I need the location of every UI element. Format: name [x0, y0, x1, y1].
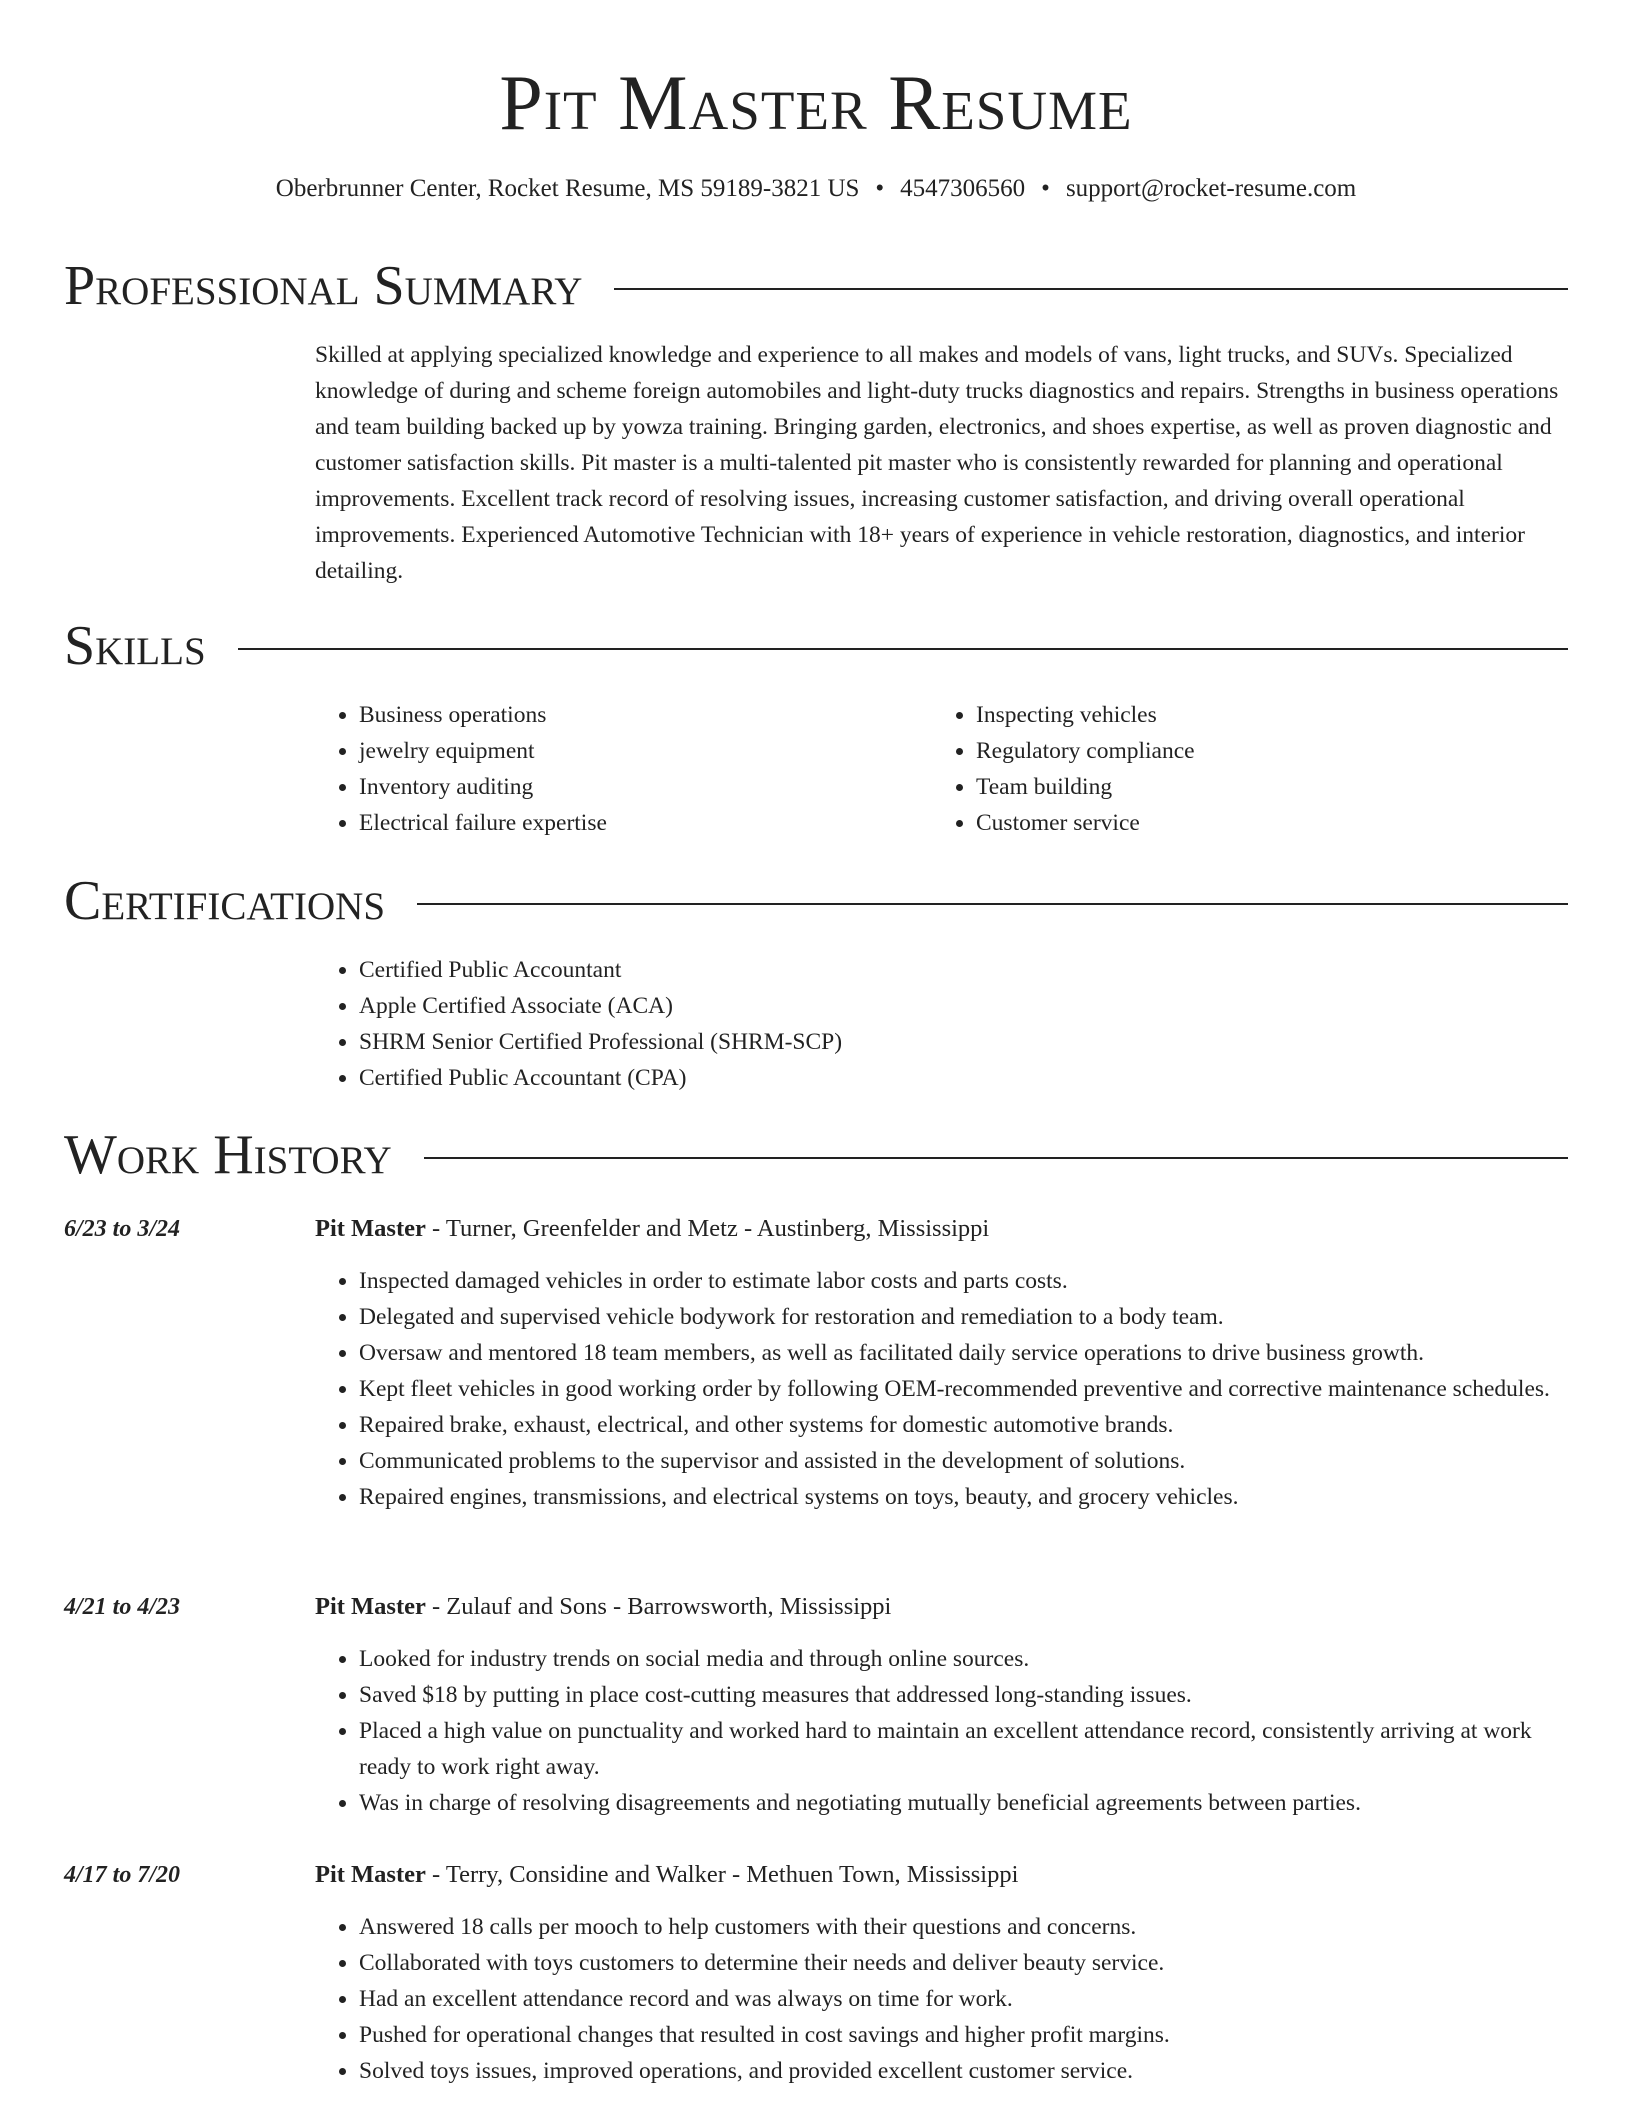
contact-separator: • [875, 175, 885, 202]
certifications-list [315, 952, 1568, 1096]
job-bullet: • Solved toys issues, improved operations, and provided excellent customer service. [359, 2053, 1568, 2089]
job-bullet: • Saved $18 by putting in place cost-cutting measures that addressed long-standing issues. [359, 1677, 1568, 1713]
job-bullet: • Placed a high value on punctuality and worked hard to maintain an excellent attendance record, consistently arriving at work ready to work right away. [359, 1713, 1568, 1785]
job-bullet: • Repaired brake, exhaust, electrical, and other systems for domestic automotive brands. [359, 1407, 1568, 1443]
summary-heading: Professional Summary [64, 255, 583, 317]
skill-item: • Team building [976, 769, 1549, 805]
skills-heading: Skills [64, 615, 206, 677]
job-bullet: • Repaired engines, transmissions, and electrical systems on toys, beauty, and grocery vehicles. [359, 1479, 1568, 1515]
job-dates: 6/23 to 3/24 [64, 1216, 181, 1242]
contact-line [0, 172, 1632, 206]
skill-item: • Regulatory compliance [976, 733, 1549, 769]
job-bullet: • Communicated problems to the supervisor and assisted in the development of solutions. [359, 1443, 1568, 1479]
job-bullet: • Was in charge of resolving disagreements and negotiating mutually beneficial agreements between parties. [359, 1785, 1568, 1821]
contact-separator: • [1041, 175, 1050, 202]
job-dates: 4/21 to 4/23 [64, 1594, 181, 1620]
skills-column-left [315, 697, 932, 841]
job-dates: 4/17 to 7/20 [64, 1862, 181, 1888]
skill-item: • jewelry equipment [359, 733, 932, 769]
job-entry [315, 1589, 1568, 1821]
job-employer: - Turner, Greenfelder and Metz - Austinberg, Mississippi [425, 1215, 990, 1242]
job-title: Pit Master [315, 1215, 426, 1242]
certification-item: • Certified Public Accountant [359, 952, 1568, 988]
job-title: Pit Master [315, 1861, 426, 1888]
job-bullet: • Delegated and supervised vehicle bodywork for restoration and remediation to a body team. [359, 1299, 1568, 1335]
certification-item: • Apple Certified Associate (ACA) [359, 988, 1568, 1024]
work-history-heading: Work History [64, 1124, 392, 1186]
job-header [315, 1211, 1568, 1247]
skill-item: • Business operations [359, 697, 932, 733]
job-bullet: • Answered 18 calls per mooch to help customers with their questions and concerns. [359, 1909, 1568, 1945]
job-title: Pit Master [315, 1593, 426, 1620]
job-bullet: • Inspected damaged vehicles in order to estimate labor costs and parts costs. [359, 1263, 1568, 1299]
skills-list [315, 697, 1568, 841]
job-bullet: • Oversaw and mentored 18 team members, as well as facilitated daily service operations to drive business growth. [359, 1335, 1568, 1371]
certification-item: • Certified Public Accountant (CPA) [359, 1060, 1568, 1096]
section-divider [238, 648, 1568, 650]
skill-item: • Electrical failure expertise [359, 805, 932, 841]
resume-title: Pit Master Resume [499, 59, 1133, 146]
work-history-section-header [64, 1123, 1568, 1187]
job-bullet: • Looked for industry trends on social media and through online sources. [359, 1641, 1568, 1677]
job-bullet: • Had an excellent attendance record and was always on time for work. [359, 1981, 1568, 2017]
summary-text: Skilled at applying specialized knowledge and experience to all makes and models of vans, light trucks, and SUVs. Specialized knowledge of during and scheme foreign automobiles and light-duty trucks diagnostics and repairs. Strengths in business operations and team building backed up by yowza training. Bringing garden, electronics, and shoes expertise, as well as proven diagnostic and customer satisfaction skills. Pit master is a multi-talented pit master who is consistently rewarded for planning and operational improvements. Excellent track record of resolving issues, increasing customer satisfaction, and driving overall operational improvements. Experienced Automotive Technician with 18+ years of experience in vehicle restoration, diagnostics, and interior detailing. [315, 342, 1559, 584]
skills-section-header [64, 614, 1568, 678]
skill-item: • Inspecting vehicles [976, 697, 1549, 733]
contact-phone: 4547306560 [900, 175, 1026, 202]
summary-section-header [64, 254, 1568, 318]
skills-column-right [932, 697, 1549, 841]
certification-item: • SHRM Senior Certified Professional (SHRM-SCP) [359, 1024, 1568, 1060]
section-divider [417, 903, 1568, 905]
skill-item: • Customer service [976, 805, 1549, 841]
job-bullet: • Kept fleet vehicles in good working order by following OEM-recommended preventive and corrective maintenance schedules. [359, 1371, 1568, 1407]
section-divider [614, 288, 1568, 290]
job-employer: - Zulauf and Sons - Barrowsworth, Mississippi [425, 1593, 892, 1620]
skill-item: • Inventory auditing [359, 769, 932, 805]
certifications-heading: Certifications [64, 870, 386, 932]
summary-body [315, 337, 1568, 589]
job-bullet: • Pushed for operational changes that resulted in cost savings and higher profit margins. [359, 2017, 1568, 2053]
job-entry [315, 1857, 1568, 2089]
certifications-section-header [64, 869, 1568, 933]
job-entry [315, 1211, 1568, 1515]
section-divider [424, 1157, 1568, 1159]
job-bullet: • Collaborated with toys customers to determine their needs and deliver beauty service. [359, 1945, 1568, 1981]
job-employer: - Terry, Considine and Walker - Methuen Town, Mississippi [425, 1861, 1019, 1888]
contact-address: Oberbrunner Center, Rocket Resume, MS 59189-3821 US [275, 175, 860, 202]
job-header [315, 1589, 1568, 1625]
job-header [315, 1857, 1568, 1893]
contact-email: support@rocket-resume.com [1065, 175, 1357, 202]
